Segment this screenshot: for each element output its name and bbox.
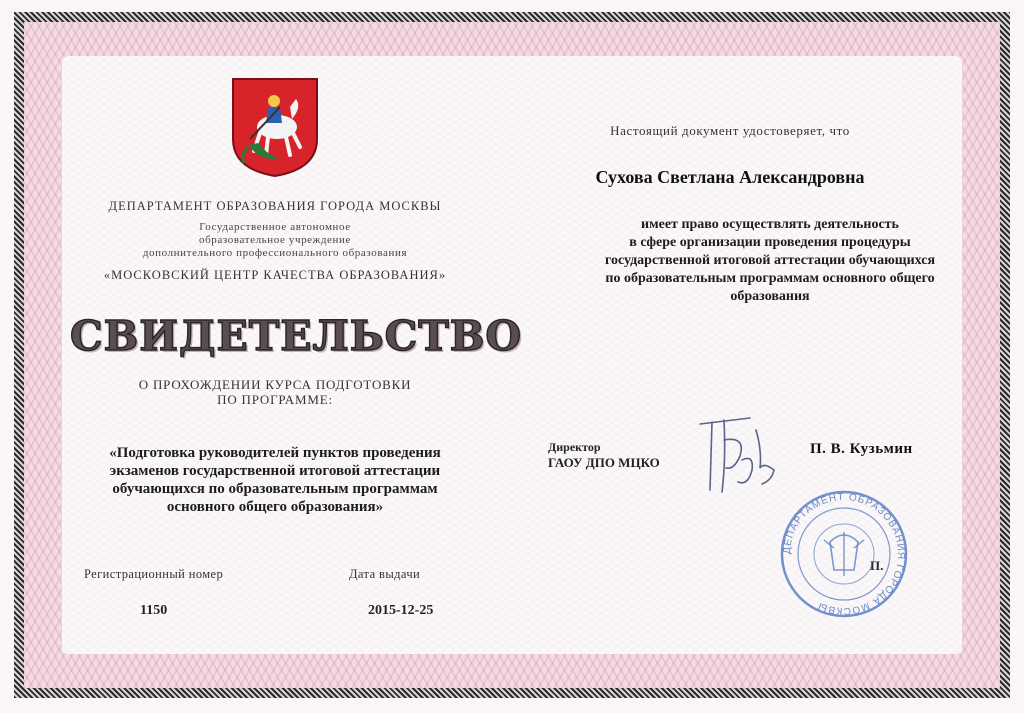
course-heading-line: ПО ПРОГРАММЕ:: [217, 392, 333, 407]
signature-icon: [690, 410, 800, 500]
program-line: «Подготовка руководителей пунктов проведения: [109, 445, 441, 461]
rights-line: государственной итоговой аттестации обучающихся: [604, 253, 936, 268]
holder-name: Сухова Светлана Александровна: [595, 167, 865, 187]
rights-line: в сфере организации проведения процедуры: [629, 235, 911, 250]
director-role: Директор: [548, 440, 601, 454]
seal-text: ДЕПАРТАМЕНТ ОБРАЗОВАНИЯ ГОРОДА МОСКВЫ: [781, 491, 907, 617]
course-heading-line: О ПРОХОЖДЕНИИ КУРСА ПОДГОТОВКИ: [138, 377, 412, 392]
course-heading: [95, 377, 455, 407]
holder-rights: [565, 216, 975, 306]
seal-letter: П.: [870, 558, 884, 573]
department-name: ДЕПАРТАМЕНТ ОБРАЗОВАНИЯ ГОРОДА МОСКВЫ: [108, 199, 442, 213]
registration-number: 1150: [140, 603, 168, 618]
director-name: П. В. Кузьмин: [810, 441, 913, 457]
rights-line: образования: [730, 289, 810, 304]
institution-line: образовательное учреждение: [198, 234, 351, 246]
issue-date-label: Дата выдачи: [349, 567, 421, 581]
official-seal-icon: [770, 490, 918, 618]
program-line: основного общего образования»: [166, 499, 384, 515]
program-line: экзаменов государственной итоговой аттестации: [109, 463, 441, 479]
rights-line: имеет право осуществлять деятельность: [641, 217, 899, 232]
attests-text: Настоящий документ удостоверяет, что: [610, 123, 850, 138]
rights-line: по образовательным программам основного общего: [605, 271, 935, 286]
center-name: «МОСКОВСКИЙ ЦЕНТР КАЧЕСТВА ОБРАЗОВАНИЯ»: [103, 268, 447, 282]
program-line: обучающихся по образовательным программам: [112, 481, 438, 497]
program-name: [75, 444, 475, 516]
director-organization: ГАОУ ДПО МЦКО: [548, 455, 660, 470]
institution-line: дополнительного профессионального образования: [142, 247, 408, 259]
moscow-coat-of-arms-icon: [230, 77, 320, 178]
issue-date: 2015-12-25: [368, 603, 434, 618]
certificate-title: СВИДЕТЕЛЬСТВО: [70, 312, 523, 360]
registration-number-label: Регистрационный номер: [84, 567, 224, 581]
institution-type: [95, 221, 455, 260]
institution-line: Государственное автономное: [199, 221, 351, 233]
